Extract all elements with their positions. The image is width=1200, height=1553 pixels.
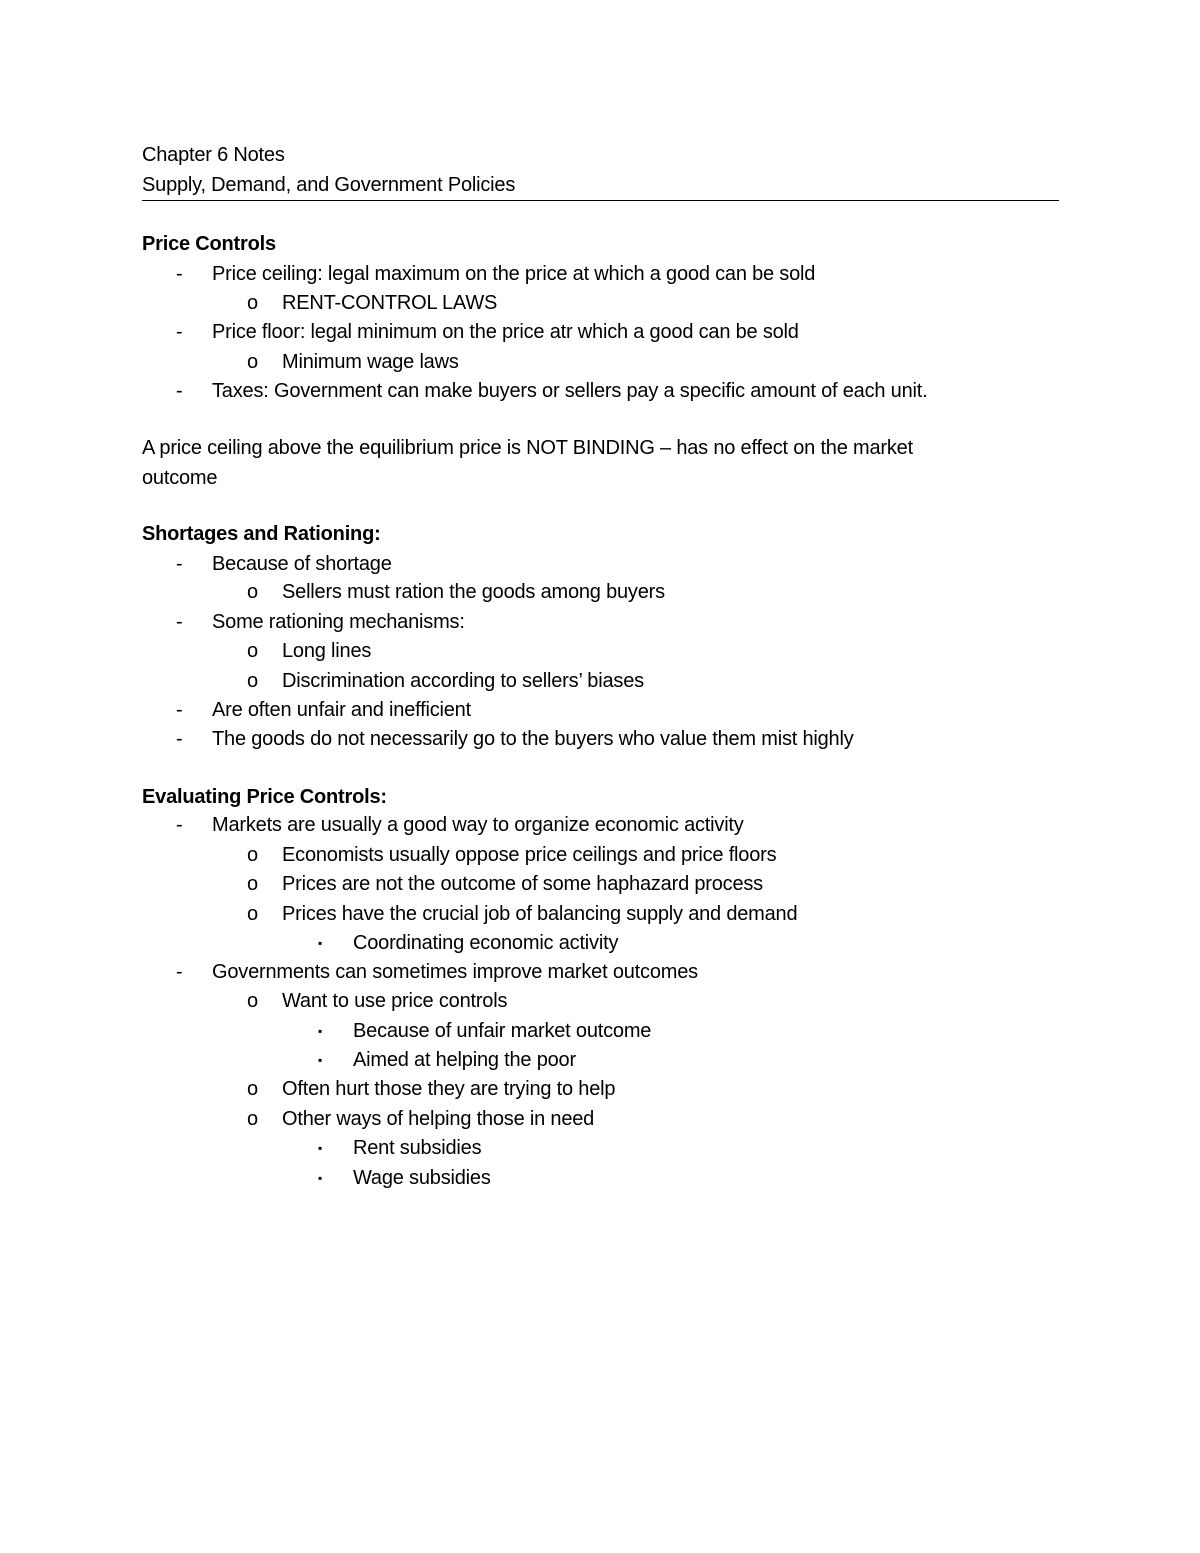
list-item: Discrimination according to sellers’ biases xyxy=(282,670,644,692)
list-item: Wage subsidies xyxy=(353,1167,491,1189)
dash-bullet: - xyxy=(176,961,183,983)
dash-bullet: - xyxy=(176,611,183,633)
paragraph-line: A price ceiling above the equilibrium price is NOT BINDING – has no effect on the market xyxy=(142,437,913,459)
dash-bullet: - xyxy=(176,321,183,343)
list-item: Price floor: legal minimum on the price atr which a good can be sold xyxy=(212,321,799,343)
circle-bullet: o xyxy=(247,670,259,692)
list-item: RENT-CONTROL LAWS xyxy=(282,292,498,314)
circle-bullet: o xyxy=(247,844,259,866)
circle-bullet: o xyxy=(247,873,259,895)
section-heading-shortages: Shortages and Rationing: xyxy=(142,523,381,545)
list-item: Minimum wage laws xyxy=(282,351,459,373)
document-subtitle: Supply, Demand, and Government Policies xyxy=(142,174,516,196)
section-heading-evaluating: Evaluating Price Controls: xyxy=(142,786,387,808)
dash-bullet: - xyxy=(176,728,183,750)
square-bullet: ▪ xyxy=(318,1024,323,1038)
circle-bullet: o xyxy=(247,581,259,603)
square-bullet: ▪ xyxy=(318,1171,323,1185)
list-item: Sellers must ration the goods among buyers xyxy=(282,581,665,603)
list-item: The goods do not necessarily go to the buyers who value them mist highly xyxy=(212,728,854,750)
list-item: Governments can sometimes improve market outcomes xyxy=(212,961,698,983)
circle-bullet: o xyxy=(247,351,259,373)
title-divider xyxy=(142,200,1059,201)
list-item: Coordinating economic activity xyxy=(353,932,619,954)
dash-bullet: - xyxy=(176,380,183,402)
list-item: Prices are not the outcome of some haphazard process xyxy=(282,873,763,895)
dash-bullet: - xyxy=(176,263,183,285)
list-item: Because of shortage xyxy=(212,553,392,575)
dash-bullet: - xyxy=(176,699,183,721)
circle-bullet: o xyxy=(247,990,259,1012)
list-item: Are often unfair and inefficient xyxy=(212,699,471,721)
dash-bullet: - xyxy=(176,814,183,836)
circle-bullet: o xyxy=(247,903,259,925)
section-heading-price-controls: Price Controls xyxy=(142,233,276,255)
paragraph-line: outcome xyxy=(142,467,218,489)
list-item: Because of unfair market outcome xyxy=(353,1020,652,1042)
list-item: Taxes: Government can make buyers or sellers pay a specific amount of each unit. xyxy=(212,380,928,402)
list-item: Price ceiling: legal maximum on the price at which a good can be sold xyxy=(212,263,816,285)
dash-bullet: - xyxy=(176,553,183,575)
list-item: Other ways of helping those in need xyxy=(282,1108,595,1130)
list-item: Long lines xyxy=(282,640,372,662)
square-bullet: ▪ xyxy=(318,936,323,950)
square-bullet: ▪ xyxy=(318,1053,323,1067)
circle-bullet: o xyxy=(247,640,259,662)
circle-bullet: o xyxy=(247,1078,259,1100)
list-item: Markets are usually a good way to organize economic activity xyxy=(212,814,744,836)
circle-bullet: o xyxy=(247,1108,259,1130)
document-title: Chapter 6 Notes xyxy=(142,144,285,166)
list-item: Aimed at helping the poor xyxy=(353,1049,576,1071)
square-bullet: ▪ xyxy=(318,1141,323,1155)
list-item: Often hurt those they are trying to help xyxy=(282,1078,616,1100)
list-item: Want to use price controls xyxy=(282,990,508,1012)
list-item: Rent subsidies xyxy=(353,1137,482,1159)
circle-bullet: o xyxy=(247,292,259,314)
list-item: Economists usually oppose price ceilings and price floors xyxy=(282,844,777,866)
list-item: Prices have the crucial job of balancing supply and demand xyxy=(282,903,798,925)
list-item: Some rationing mechanisms: xyxy=(212,611,465,633)
